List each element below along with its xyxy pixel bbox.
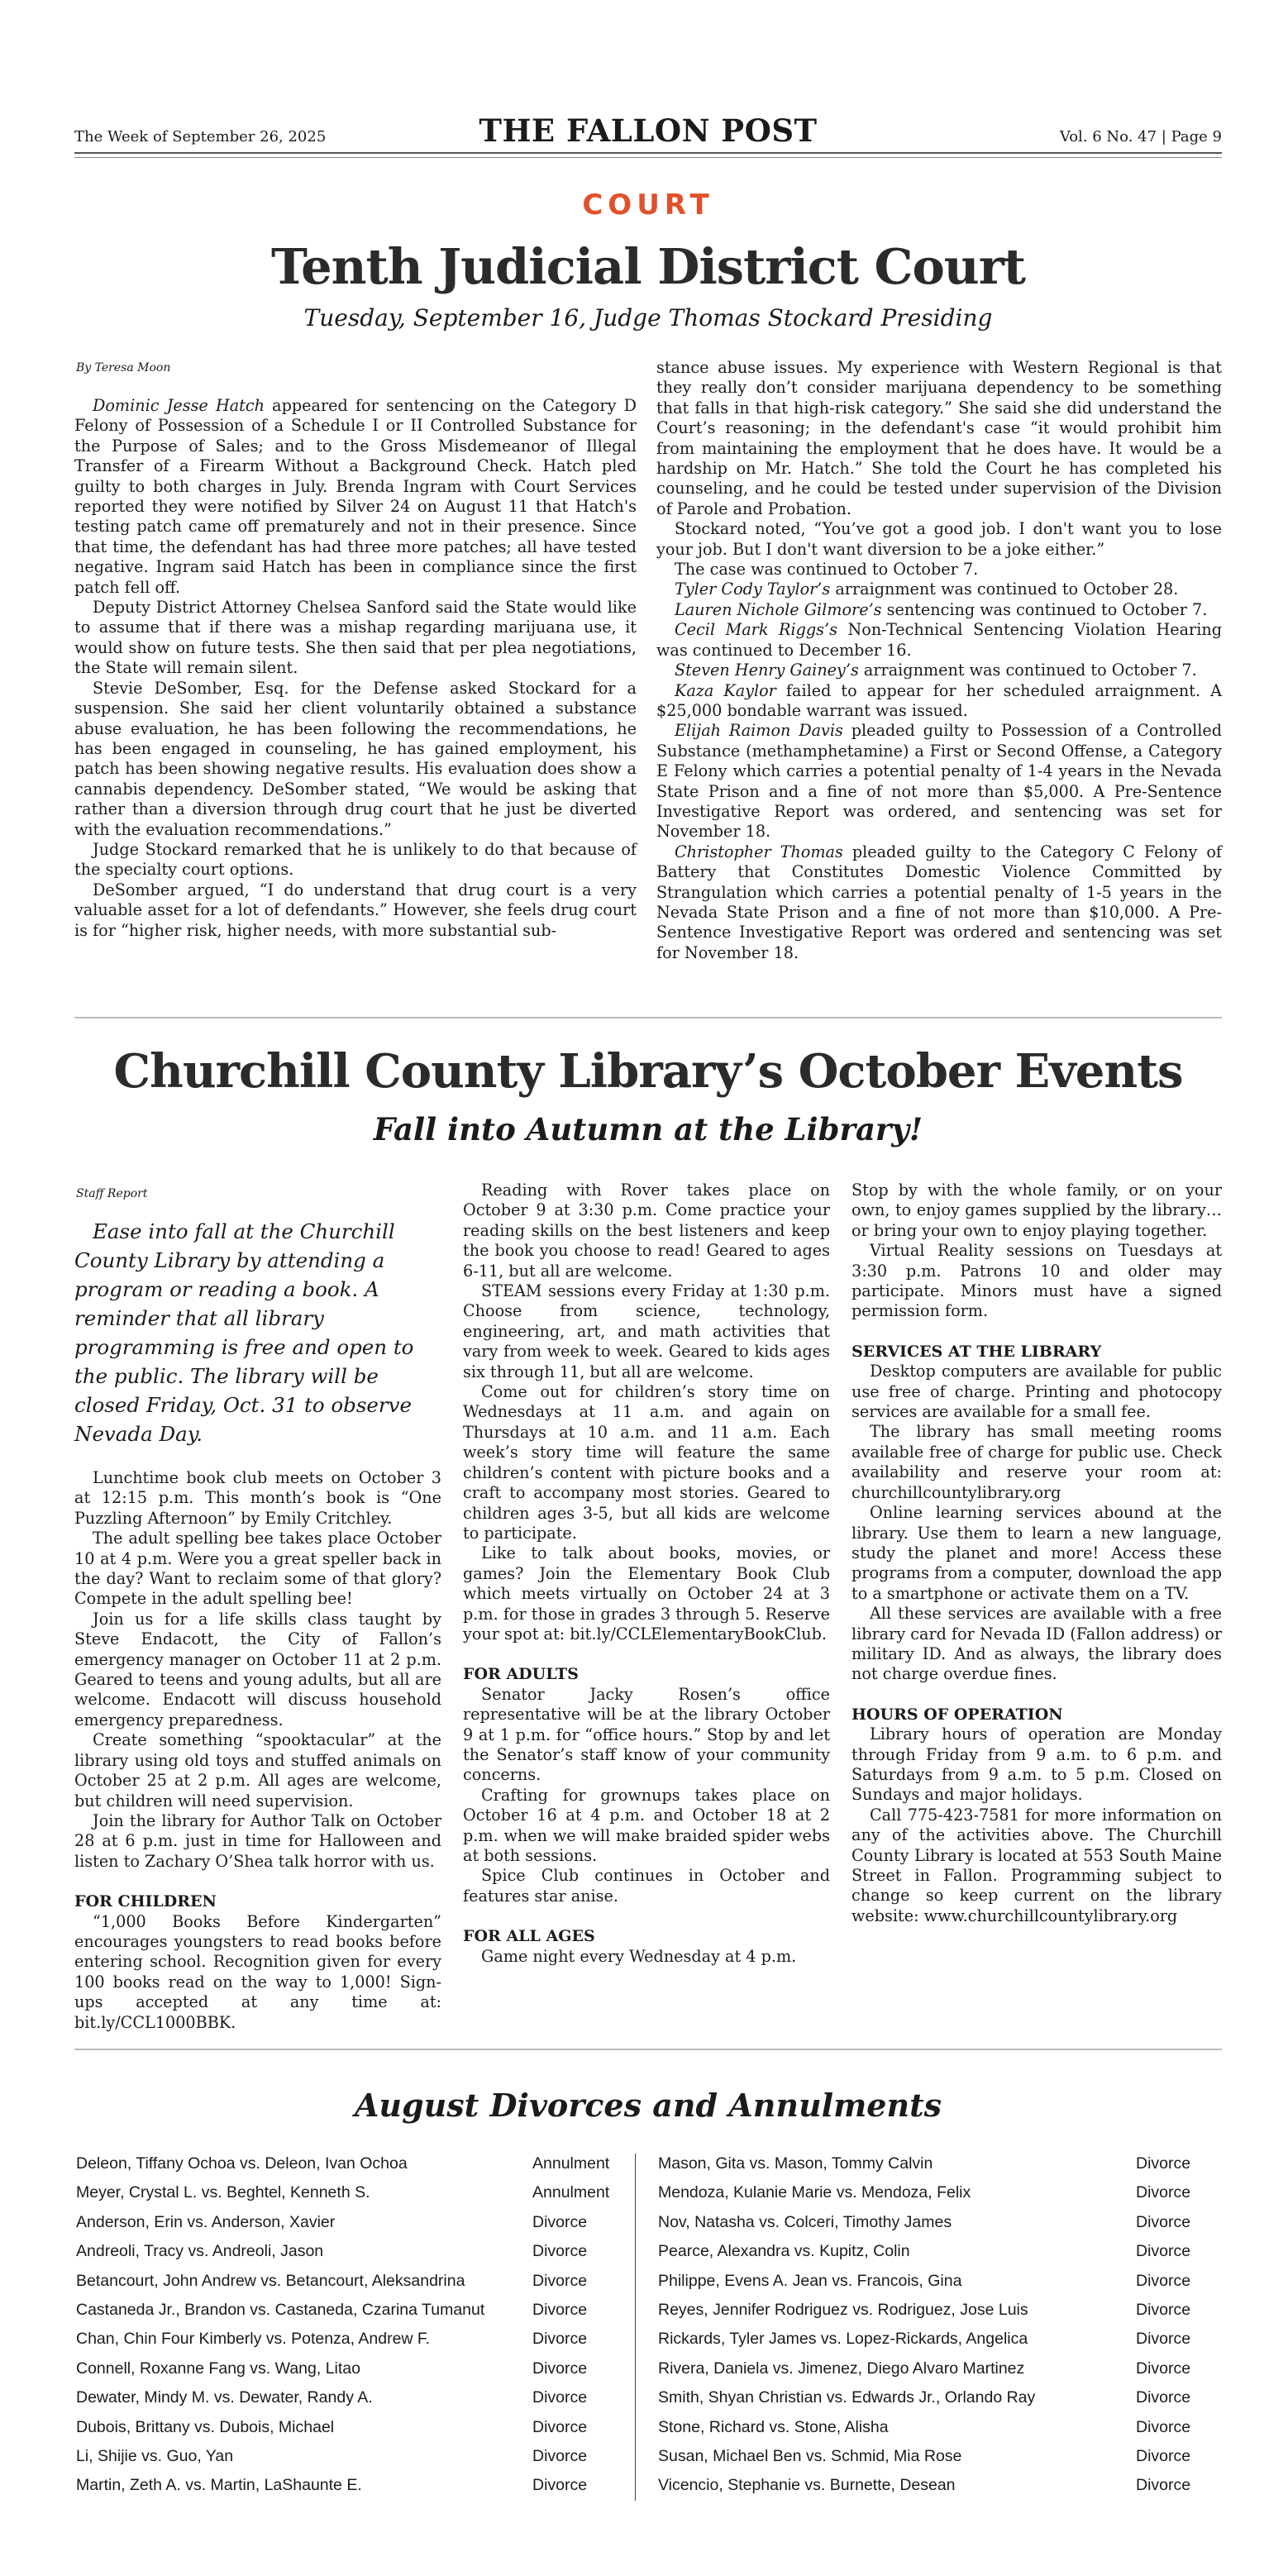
case-row [658, 2383, 1222, 2412]
case-type: Divorce [1136, 2212, 1191, 2231]
case-row [76, 2296, 613, 2325]
library-paragraph: “1,000 Books Before Kindergarten” encourages youngsters to read books before entering school. Recognition given for every 100 books read on the way to 1,000! Sign-ups accepted at any time at: bit.ly/CCL1000BBK. [74, 1911, 441, 2032]
masthead [74, 112, 1222, 150]
issue-date: The Week of September 26, 2025 [74, 128, 327, 145]
case-type: Divorce [1136, 2300, 1191, 2319]
library-headline: Churchill County Library’s October Events [113, 1044, 1183, 1099]
library-paragraph: Virtual Reality sessions on Tuesdays at 3:30 p.m. Patrons 10 and older may participate. Minors must have a signed permission form. [852, 1241, 1222, 1321]
case-parties: Stone, Richard vs. Stone, Alisha [658, 2417, 889, 2436]
court-paragraph [656, 580, 1222, 599]
case-row [658, 2325, 1222, 2354]
case-parties: Dewater, Mindy M. vs. Dewater, Randy A. [76, 2388, 373, 2407]
court-paragraph [74, 679, 637, 840]
case-type: Divorce [1136, 2242, 1191, 2261]
court-paragraph-text: sentencing was continued to October 7. [881, 599, 1208, 619]
library-paragraph: All these services are available with a free library card for Nevada ID (Fallon address) or military ID. And as always, the library does not charge overdue fines. [852, 1604, 1223, 1684]
case-type: Divorce [532, 2300, 588, 2319]
case-type: Divorce [532, 2242, 588, 2261]
court-paragraph [656, 600, 1222, 620]
case-row [76, 2413, 613, 2442]
case-parties: Deleon, Tiffany Ochoa vs. Deleon, Ivan Ochoa [76, 2154, 408, 2173]
case-type: Divorce [1136, 2417, 1191, 2436]
case-row [76, 2149, 613, 2178]
case-parties: Chan, Chin Four Kimberly vs. Potenza, Andrew F. [76, 2330, 431, 2349]
library-paragraph: Reading with Rover takes place on October 9 at 3:30 p.m. Come practice your reading skills on the best listeners and keep the book you choose to read! Geared to ages 6-11, but all are welcome. [463, 1181, 830, 1281]
court-paragraph [656, 519, 1222, 560]
library-paragraph: Come out for children’s story time on Wednesdays at 11 a.m. and again on Thursdays at 10 a.m. and 11 a.m. Each week’s story time will feature the same children’s content with picture books and a craft to accompany most stories. Geared to children ages 3-5, but all kids are welcome to participate. [463, 1382, 830, 1543]
column-divider [635, 2154, 636, 2501]
case-type: Divorce [1136, 2183, 1191, 2202]
library-subtitle: Fall into Autumn at the Library! [373, 1111, 923, 1147]
court-column-left [74, 396, 637, 941]
defendant-name: Cecil Mark Riggs’s [675, 620, 837, 640]
court-paragraph-text: failed to appear for her scheduled arraignment. A $25,000 bondable warrant was issued. [656, 680, 1222, 720]
library-column-1 [74, 1217, 441, 2033]
case-type: Divorce [1136, 2476, 1191, 2495]
court-paragraph-text: arraignment was continued to October 28. [830, 580, 1179, 599]
page-number: Page 9 [1171, 128, 1222, 145]
case-parties: Reyes, Jennifer Rodriguez vs. Rodriguez, Jose Luis [658, 2300, 1028, 2319]
case-type: Divorce [532, 2476, 588, 2495]
case-type: Divorce [532, 2359, 588, 2378]
court-byline: By Teresa Moon [76, 361, 171, 374]
case-type: Divorce [1136, 2271, 1191, 2290]
case-parties: Anderson, Erin vs. Anderson, Xavier [76, 2212, 336, 2231]
case-row [76, 2471, 613, 2500]
court-subtitle: Tuesday, September 16, Judge Thomas Stockard Presiding [303, 304, 993, 332]
case-parties: Andreoli, Tracy vs. Andreoli, Jason [76, 2242, 324, 2261]
library-paragraph: Library hours of operation are Monday through Friday from 9 a.m. to 6 p.m. and Saturdays from 9 a.m. to 5 p.m. Closed on Sundays and major holidays. [852, 1724, 1222, 1805]
case-parties: Meyer, Crystal L. vs. Beghtel, Kenneth S. [76, 2183, 370, 2202]
case-parties: Mendoza, Kulanie Marie vs. Mendoza, Felix [658, 2183, 971, 2202]
case-parties: Pearce, Alexandra vs. Kupitz, Colin [658, 2242, 910, 2261]
case-type: Divorce [532, 2388, 588, 2407]
library-paragraph: Online learning services abound at the library. Use them to learn a new language, study the planet and more! Access these programs from a computer, download the app to a smartphone or activate them on a TV. [852, 1503, 1222, 1603]
court-paragraph-text: DeSomber argued, “I do understand that drug court is a very valuable asset for a lot of defendants.” However, she feels drug court is for “higher risk, higher needs, with more substantial sub- [74, 880, 637, 940]
case-parties: Philippe, Evens A. Jean vs. Francois, Gina [658, 2271, 962, 2290]
court-paragraph-text: Deputy District Attorney Chelsea Sanford said the State would like to assume that if there was a mishap regarding marijuana use, it would show on future tests. She then said that per plea negotiations, the State will remain silent. [74, 598, 637, 678]
case-type: Divorce [1136, 2359, 1191, 2378]
case-parties: Vicencio, Stephanie vs. Burnette, Desean [658, 2476, 956, 2495]
case-row [658, 2208, 1222, 2237]
defendant-name: Elijah Raimon Davis [675, 721, 843, 741]
case-type: Divorce [532, 2330, 588, 2349]
case-row [76, 2178, 613, 2207]
court-paragraph [656, 842, 1222, 963]
newspaper-page [74, 0, 1222, 2576]
issue-separator: | [1161, 128, 1166, 145]
case-type: Divorce [532, 2271, 588, 2290]
library-col3-lead: Stop by with the whole family, or on your own, to enjoy games supplied by the library…or bring your own to enjoy playing together. [852, 1181, 1222, 1240]
all-ages-header: FOR ALL AGES [463, 1927, 595, 1946]
library-paragraph: Desktop computers are available for public use free of charge. Printing and photocopy services are available for a small fee. [852, 1362, 1222, 1422]
case-type: Divorce [532, 2212, 588, 2231]
case-parties: Dubois, Brittany vs. Dubois, Michael [76, 2417, 335, 2436]
case-type: Divorce [1136, 2330, 1191, 2349]
case-row [658, 2354, 1222, 2383]
divorces-headline: August Divorces and Annulments [354, 2087, 942, 2124]
case-type: Divorce [532, 2446, 588, 2465]
library-paragraph: Lunchtime book club meets on October 3 at 12:15 p.m. This month’s book is “One Puzzling Afternoon” by Emily Critchley. [74, 1468, 441, 1528]
masthead-rule [74, 152, 1222, 154]
case-row [658, 2149, 1222, 2178]
divorces-list-left [76, 2149, 613, 2501]
court-paragraph-text: pleaded guilty to Possession of a Controlled Substance (methamphetamine) a First or Second Offense, a Category E Felony which carries a potential penalty of 1-4 years in the Nevada State Prison and a fine of not more than $5,000. A Pre-Sentence Investigative Report was ordered, and sentencing was set for November 18. [656, 721, 1222, 842]
court-paragraph [74, 880, 637, 941]
case-type: Divorce [1136, 2446, 1191, 2465]
court-headline: Tenth Judicial District Court [270, 238, 1026, 295]
library-paragraph: Game night every Wednesday at 4 p.m. [481, 1946, 797, 1966]
case-parties: Betancourt, John Andrew vs. Betancourt, Aleksandrina [76, 2271, 465, 2290]
court-paragraph [74, 396, 637, 598]
library-column-3 [852, 1181, 1222, 1926]
divorces-list-right [658, 2149, 1222, 2501]
library-lead: Ease into fall at the Churchill County Library by attending a program or reading a book. A reminder that all library programming is free and open to the public. The library will be closed Friday, Oct. 31 to observe Nevada Day. [74, 1219, 414, 1446]
case-row [76, 2442, 613, 2471]
case-row [658, 2237, 1222, 2266]
case-row [658, 2178, 1222, 2207]
case-type: Divorce [1136, 2154, 1191, 2173]
library-paragraph: Spice Club continues in October and features star anise. [463, 1866, 830, 1906]
court-column-right [656, 358, 1222, 963]
case-row [76, 2325, 613, 2354]
section-divider [74, 2049, 1222, 2050]
publication-title: THE FALLON POST [479, 112, 818, 149]
case-parties: Susan, Michael Ben vs. Schmid, Mia Rose [658, 2446, 962, 2465]
defendant-name: Lauren Nichole Gilmore’s [675, 599, 882, 619]
case-type: Annulment [532, 2154, 610, 2173]
case-row [658, 2471, 1222, 2500]
case-type: Divorce [532, 2417, 588, 2436]
court-paragraph-text: Stevie DeSomber, Esq. for the Defense asked Stockard for a suspension. She said her client voluntarily obtained a substance abuse evaluation, he has been following the recommendations, he has been engaged in counseling, he has gained employment, his patch has been showing negative results. His evaluation does show a cannabis dependency. DeSomber stated, “We would be asking that rather than a diversion through drug court that he just be diverted with the evaluation recommendations.” [74, 678, 637, 839]
court-paragraph [656, 721, 1222, 842]
court-paragraph-text: Non-Technical Sentencing Violation Hearing was continued to December 16. [656, 620, 1222, 660]
case-row [658, 2296, 1222, 2325]
library-paragraph: The library has small meeting rooms available free of charge for public use. Check availability and reserve your room at: churchillcountylibrary.org [852, 1422, 1222, 1502]
case-row [658, 2442, 1222, 2471]
case-type: Annulment [532, 2183, 610, 2202]
services-header: SERVICES AT THE LIBRARY [852, 1342, 1102, 1361]
case-row [76, 2208, 613, 2237]
court-paragraph [656, 661, 1222, 680]
case-parties: Li, Shijie vs. Guo, Yan [76, 2446, 234, 2465]
section-divider [74, 1017, 1222, 1018]
hours-header: HOURS OF OPERATION [852, 1705, 1063, 1724]
section-kicker: COURT [582, 188, 714, 222]
case-parties: Rivera, Daniela vs. Jimenez, Diego Alvaro Martinez [658, 2359, 1025, 2378]
library-column-2 [463, 1181, 830, 1967]
defendant-name: Steven Henry Gainey’s [675, 661, 859, 680]
court-paragraph-text: Judge Stockard remarked that he is unlikely to do that because of the specialty court options. [74, 839, 637, 880]
case-row [76, 2354, 613, 2383]
library-paragraph: The adult spelling bee takes place October 10 at 4 p.m. Were you a great speller back in the day? Want to reclaim some of that glory? Compete in the adult spelling bee! [74, 1529, 441, 1609]
case-parties: Castaneda Jr., Brandon vs. Castaneda, Czarina Tumanut [76, 2300, 485, 2319]
library-byline: Staff Report [76, 1187, 148, 1200]
case-parties: Rickards, Tyler James vs. Lopez-Rickards, Angelica [658, 2330, 1028, 2349]
children-header: FOR CHILDREN [74, 1892, 217, 1911]
court-paragraph [656, 560, 1222, 580]
court-paragraph-text: arraignment was continued to October 7. [858, 661, 1197, 680]
case-parties: Martin, Zeth A. vs. Martin, LaShaunte E. [76, 2476, 362, 2495]
court-paragraph-text: The case was continued to October 7. [675, 560, 979, 580]
case-parties: Smith, Shyan Christian vs. Edwards Jr., Orlando Ray [658, 2388, 1036, 2407]
defendant-name: Kaza Kaylor [675, 680, 776, 700]
case-type: Divorce [1136, 2388, 1191, 2407]
case-row [76, 2267, 613, 2296]
defendant-name: Christopher Thomas [675, 842, 843, 861]
court-paragraph [656, 620, 1222, 661]
court-paragraph-text: pleaded guilty to the Category C Felony of Battery that Constitutes Domestic Violence Committed by Strangulation which carries a potential penalty of 1-5 years in the Nevada State Prison and a fine of not more than $10,000. A Pre-Sentence Investigative Report was ordered and sentencing was set for November 18. [656, 842, 1222, 962]
volume-number: Vol. 6 No. 47 [1059, 128, 1157, 145]
court-paragraph [74, 598, 637, 679]
library-paragraph: STEAM sessions every Friday at 1:30 p.m. Choose from science, technology, engineering, art, and math activities that vary from week to week. Geared to kids ages six through 11, but all are welcome. [463, 1281, 830, 1381]
case-row [76, 2237, 613, 2266]
library-paragraph: Call 775-423-7581 for more information on any of the activities above. The Churchill County Library is located at 553 South Maine Street in Fallon. Programming subject to change so keep current on the library website: www.churchillcountylibrary.org [852, 1805, 1222, 1925]
library-paragraph: Like to talk about books, movies, or games? Join the Elementary Book Club which meets virtually on October 24 at 3 p.m. for those in grades 3 through 5. Reserve your spot at: bit.ly/CCLElementaryBookClub. [463, 1543, 830, 1643]
case-parties: Mason, Gita vs. Mason, Tommy Calvin [658, 2154, 933, 2173]
library-paragraph: Crafting for grownups takes place on October 16 at 4 p.m. and October 18 at 2 p.m. when we will make braided spider webs at both sessions. [463, 1785, 830, 1865]
court-continued-paragraph: stance abuse issues. My experience with Western Regional is that they really don’t consider marijuana dependency to be something that falls in that high-risk category.” She said she did understand the Court’s reasoning; in the defendant's case “it would prohibit him from maintaining the employment that he does have. It would be a hardship on Mr. Hatch.” She told the Court he has completed his counseling, and he could be tested under supervision of the Division of Parole and Probation. [656, 358, 1222, 518]
case-parties: Connell, Roxanne Fang vs. Wang, Litao [76, 2359, 360, 2378]
library-paragraph: Senator Jacky Rosen’s office representative will be at the library October 9 at 1 p.m. for “office hours.” Stop by and let the Senator’s staff know of your community concerns. [463, 1684, 830, 1785]
defendant-name: Dominic Jesse Hatch [93, 396, 265, 415]
adults-header: FOR ADULTS [463, 1665, 579, 1684]
masthead-rule-thin [74, 157, 1222, 158]
library-paragraph: Join the library for Author Talk on October 28 at 6 p.m. just in time for Halloween and listen to Zachary O’Shea talk horror with us. [74, 1810, 441, 1871]
defendant-name: Tyler Cody Taylor’s [675, 580, 831, 599]
issue-info [1060, 128, 1222, 145]
court-paragraph-text: appeared for sentencing on the Category D Felony of Possession of a Schedule I or II Controlled Substance for the Purpose of Sales; and to the Gross Misdemeanor of Illegal Transfer of a Firearm Without a Background Check. Hatch pled guilty to both charges in July. Brenda Ingram with Court Services reported they were notified by Silver 24 on August 11 that Hatch's testing patch came off prematurely and not in their presence. Since that time, the defendant has had three more patches; all have tested negative. Ingram said Hatch has been in compliance since the first patch fell off. [74, 396, 637, 597]
case-row [658, 2413, 1222, 2442]
case-row [658, 2267, 1222, 2296]
court-paragraph [656, 681, 1222, 722]
case-row [76, 2383, 613, 2412]
court-paragraph [74, 840, 637, 880]
court-paragraph-text: Stockard noted, “You’ve got a good job. I don't want you to lose your job. But I don't want diversion to be a joke either.” [656, 519, 1222, 559]
case-parties: Nov, Natasha vs. Colceri, Timothy James [658, 2212, 952, 2231]
library-paragraph: Join us for a life skills class taught by Steve Endacott, the City of Fallon’s emergency manager on October 11 at 2 p.m. Geared to teens and young adults, but all are welcome. Endacott will discuss household emergency preparedness. [74, 1609, 441, 1729]
library-paragraph: Create something “spooktacular” at the library using old toys and stuffed animals on October 25 at 2 p.m. All ages are welcome, but children will need supervision. [74, 1730, 441, 1810]
